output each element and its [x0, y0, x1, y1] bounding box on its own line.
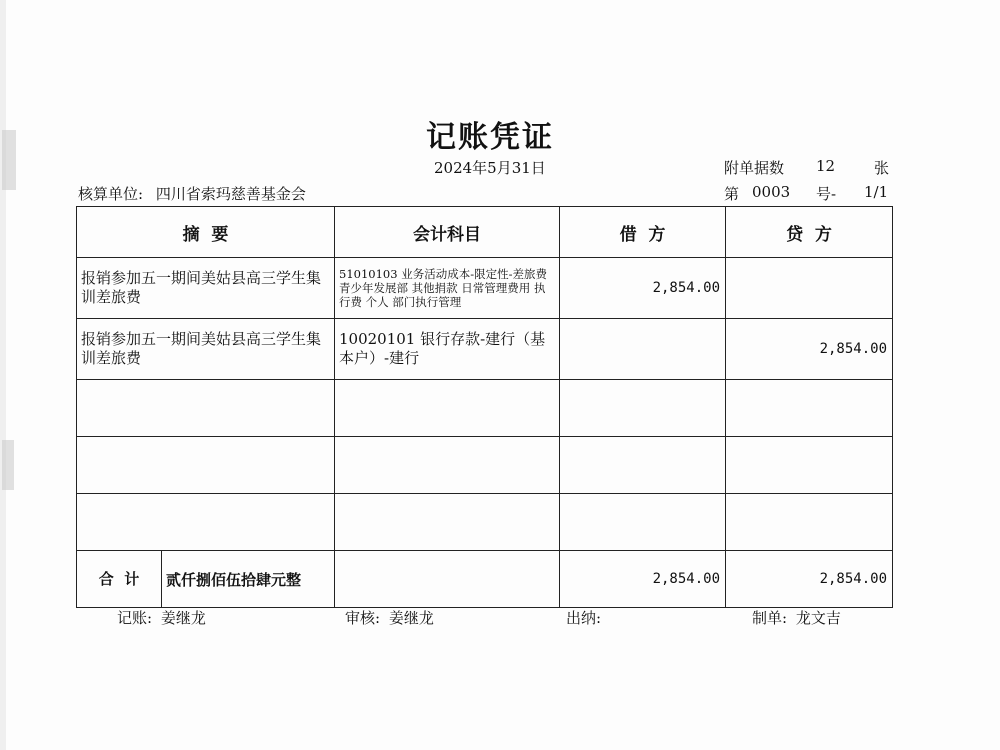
- table-row: [77, 258, 893, 319]
- unit-label: 核算单位:: [78, 185, 144, 203]
- header-credit: 贷 方: [726, 207, 893, 258]
- row-credit: [726, 258, 893, 319]
- table-row: [77, 319, 893, 380]
- header-debit: 借 方: [560, 207, 726, 258]
- preparer-name: 龙文吉: [795, 609, 841, 627]
- signature-cashier: [566, 607, 605, 628]
- header-summary: 摘 要: [77, 207, 335, 258]
- number-prefix: 第: [724, 185, 740, 203]
- row-account: 10020101 银行存款-建行（基本户）-建行: [335, 319, 560, 380]
- total-amount-words: 贰仟捌佰伍拾肆元整: [166, 570, 302, 589]
- row-account: 51010103 业务活动成本-限定性-差旅费 青少年发展部 其他捐款 日常管理费用 执行费 个人 部门执行管理: [335, 258, 560, 319]
- empty-row: [77, 494, 893, 551]
- row-debit: [560, 319, 726, 380]
- bookkeeper-name: 姜继龙: [160, 609, 206, 627]
- reviewer-name: 姜继龙: [388, 609, 434, 627]
- empty-row: [77, 380, 893, 437]
- voucher-date: 2024年5月31日: [434, 159, 546, 177]
- total-debit: 2,854.00: [560, 551, 726, 608]
- attachments-unit: 张: [874, 159, 890, 177]
- reviewer-label: 审核:: [345, 609, 381, 627]
- total-label-cell: [77, 551, 335, 608]
- page-indicator: 1/1: [864, 183, 889, 201]
- accounting-unit: [78, 183, 306, 204]
- attachments-label: 附单据数: [724, 159, 785, 177]
- preparer-label: 制单:: [752, 609, 788, 627]
- empty-row: [77, 437, 893, 494]
- row-debit: 2,854.00: [560, 258, 726, 319]
- row-summary: 报销参加五一期间美姑县高三学生集训差旅费: [77, 258, 335, 319]
- attachments-count: 12: [816, 157, 836, 175]
- number-value: 0003: [752, 183, 791, 201]
- signature-reviewer: [345, 607, 434, 628]
- number-suffix: 号-: [816, 185, 837, 203]
- total-credit: 2,854.00: [726, 551, 893, 608]
- signature-bookkeeper: [117, 607, 206, 628]
- bookkeeper-label: 记账:: [117, 609, 153, 627]
- header-row: [77, 207, 893, 258]
- cashier-label: 出纳:: [566, 609, 602, 627]
- header-account: 会计科目: [335, 207, 560, 258]
- signature-preparer: [752, 607, 841, 628]
- voucher-title: 记账凭证: [426, 120, 554, 155]
- row-summary: 报销参加五一期间美姑县高三学生集训差旅费: [77, 319, 335, 380]
- voucher-table: [76, 206, 893, 608]
- unit-name: 四川省索玛慈善基金会: [155, 185, 306, 203]
- total-label: 合 计: [77, 551, 162, 607]
- total-row: [77, 551, 893, 608]
- total-spacer: [335, 551, 560, 608]
- row-credit: 2,854.00: [726, 319, 893, 380]
